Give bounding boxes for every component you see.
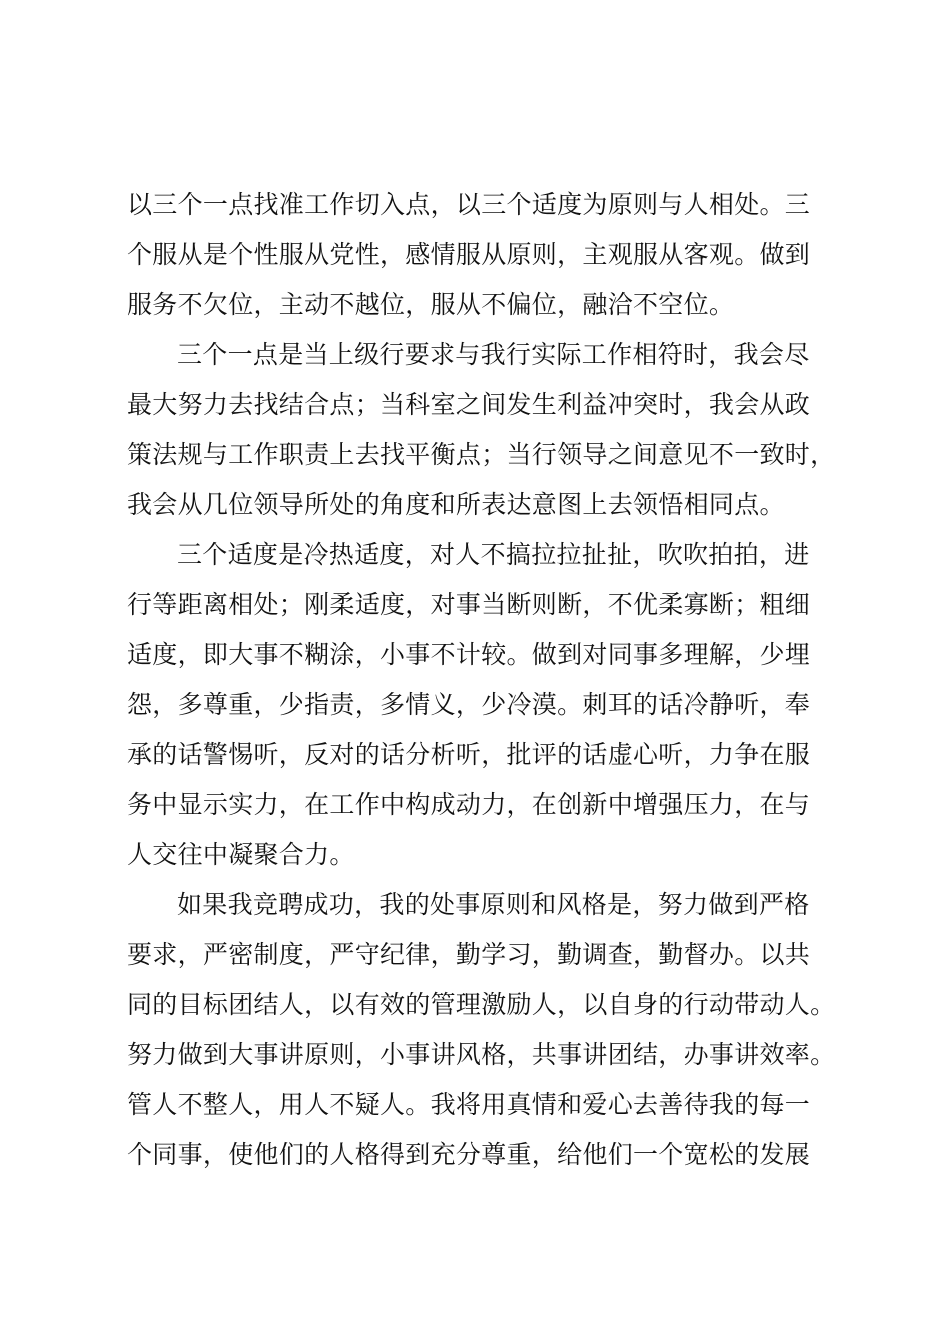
text-line: 行等距离相处；刚柔适度，对事当断则断，不优柔寡断；粗细 xyxy=(127,590,811,619)
text-line: 个服从是个性服从党性，感情服从原则，主观服从客观。做到 xyxy=(127,240,811,269)
text-line: 我会从几位领导所处的角度和所表达意图上去领悟相同点。 xyxy=(127,490,785,519)
paragraph-start-line: 如果我竞聘成功，我的处事原则和风格是，努力做到严格 xyxy=(177,890,810,919)
text-line: 服务不欠位，主动不越位，服从不偏位，融洽不空位。 xyxy=(127,290,735,319)
text-line: 承的话警惕听，反对的话分析听，批评的话虚心听，力争在服 xyxy=(127,740,811,769)
text-line: 以三个一点找准工作切入点，以三个适度为原则与人相处。三 xyxy=(127,190,811,219)
text-line: 适度，即大事不糊涂，小事不计较。做到对同事多理解，少埋 xyxy=(127,640,811,669)
body-text xyxy=(127,180,837,1180)
text-line: 策法规与工作职责上去找平衡点；当行领导之间意见不一致时， xyxy=(127,440,836,469)
text-line: 务中显示实力，在工作中构成动力，在创新中增强压力，在与 xyxy=(127,790,811,819)
text-line: 要求，严密制度，严守纪律，勤学习，勤调查，勤督办。以共 xyxy=(127,940,811,969)
text-line: 努力做到大事讲原则，小事讲风格，共事讲团结，办事讲效率。 xyxy=(127,1040,836,1069)
text-line: 个同事，使他们的人格得到充分尊重，给他们一个宽松的发展 xyxy=(127,1140,811,1169)
text-line: 管人不整人，用人不疑人。我将用真情和爱心去善待我的每一 xyxy=(127,1090,811,1119)
text-line: 最大努力去找结合点；当科室之间发生利益冲突时，我会从政 xyxy=(127,390,811,419)
text-line: 同的目标团结人，以有效的管理激励人，以自身的行动带动人。 xyxy=(127,990,836,1019)
paragraph-start-line: 三个一点是当上级行要求与我行实际工作相符时，我会尽 xyxy=(177,340,810,369)
text-line: 怨，多尊重，少指责，多情义，少冷漠。刺耳的话冷静听，奉 xyxy=(127,690,811,719)
paragraph-start-line: 三个适度是冷热适度，对人不搞拉拉扯扯，吹吹拍拍，进 xyxy=(177,540,810,569)
text-line: 人交往中凝聚合力。 xyxy=(127,840,355,869)
